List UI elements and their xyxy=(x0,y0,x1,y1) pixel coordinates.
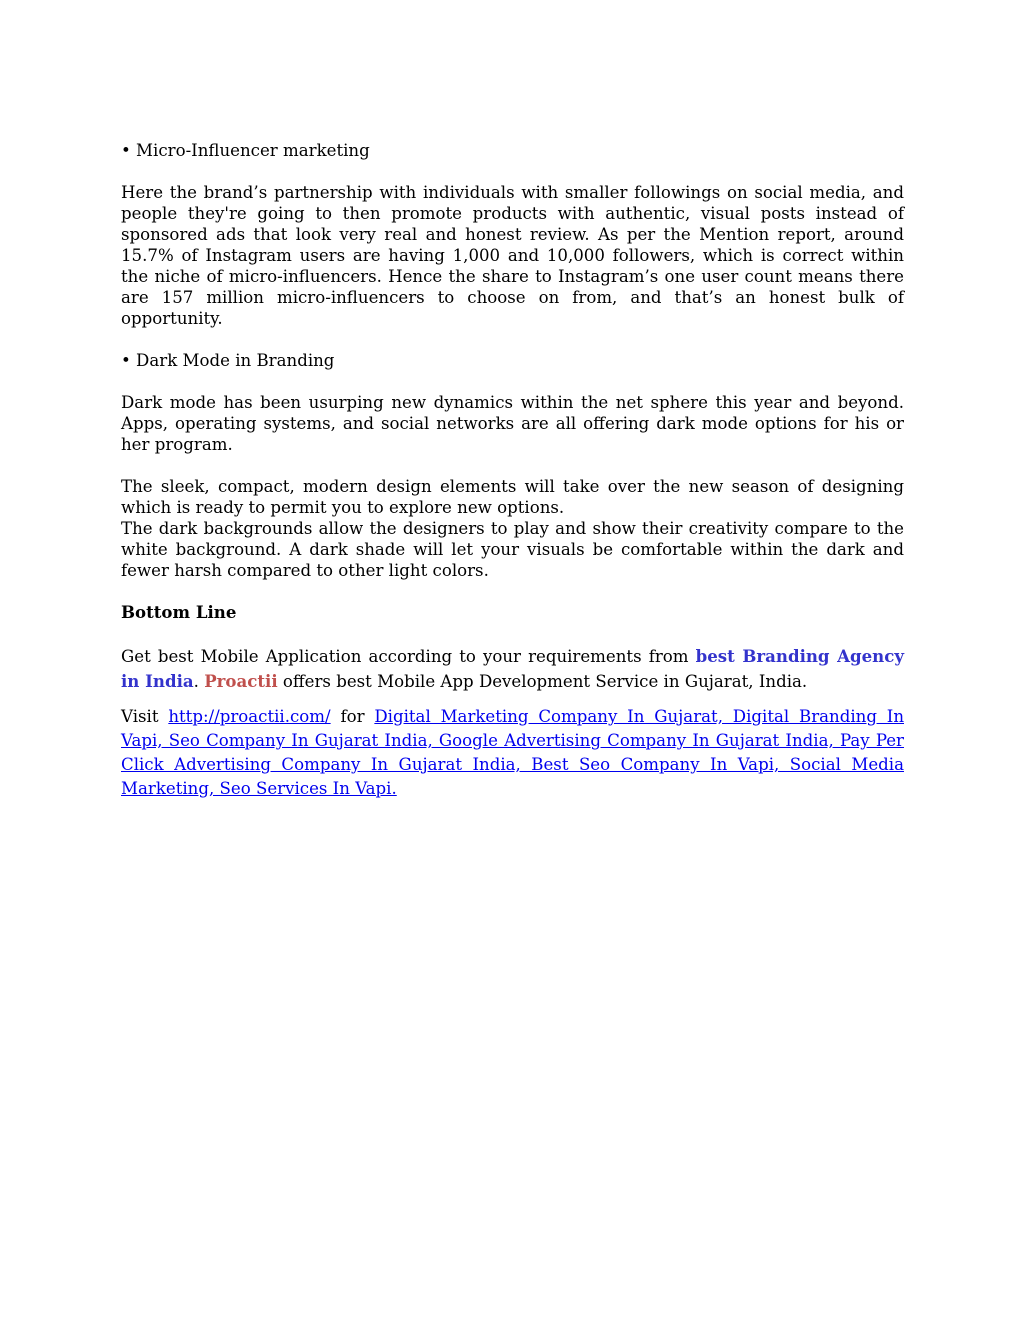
micro-influencer-paragraph: Here the brand’s partnership with individuals with smaller followings on social media, and people they're going to then promote products with authentic, visual posts instead of sponsored ads that look very real and honest review. As per the Mention report, around 15.7% of Instagram users are having 1,000 and 10,000 followers, which is correct within the niche of micro-influencers. Hence the share to Instagram’s one user count means there are 157 million micro-influencers to choose on from, and that’s an honest bulk of opportunity. xyxy=(121,183,904,328)
visit-paragraph xyxy=(121,705,904,801)
cta-prefix-text: Get best Mobile Application according to your requirements from xyxy=(121,647,696,666)
dark-mode-paragraph-2: The sleek, compact, modern design elements will take over the new season of designing which is ready to permit you to explore new options. xyxy=(121,477,904,517)
bottom-line-heading: Bottom Line xyxy=(121,602,237,622)
dark-mode-bullet: • Dark Mode in Branding xyxy=(121,351,335,370)
micro-influencer-bullet: • Micro-Influencer marketing xyxy=(121,141,370,160)
cta-paragraph xyxy=(121,644,904,694)
services-links[interactable]: Digital Marketing Company In Gujarat, Digital Branding In Vapi, Seo Company In Gujarat India, Google Advertising Company In Gujarat India, Pay Per Click Advertising Company In Gujarat India, Best Seo Company In Vapi, Social Media Marketing, Seo Services In Vapi. xyxy=(121,707,904,798)
branding-agency-link[interactable]: best Branding Agency in India xyxy=(121,646,904,691)
dark-mode-paragraph-3: The dark backgrounds allow the designers to play and show their creativity compare to the white background. A dark shade will let your visuals be comfortable within the dark and fewer harsh compared to other light colors. xyxy=(121,519,904,580)
visit-prefix-text: Visit xyxy=(121,707,169,726)
visit-for-text: for xyxy=(330,707,375,726)
cta-dot-text: . xyxy=(193,672,205,691)
proactii-url-link[interactable]: http://proactii.com/ xyxy=(168,707,331,726)
dark-mode-paragraph-1: Dark mode has been usurping new dynamics within the net sphere this year and beyond. Apps, operating systems, and social networks are all offering dark mode options for his or her program. xyxy=(121,393,904,454)
document-page xyxy=(121,140,904,801)
cta-suffix-text: offers best Mobile App Development Service in Gujarat, India. xyxy=(277,672,808,691)
brand-name: Proactii xyxy=(204,671,278,691)
